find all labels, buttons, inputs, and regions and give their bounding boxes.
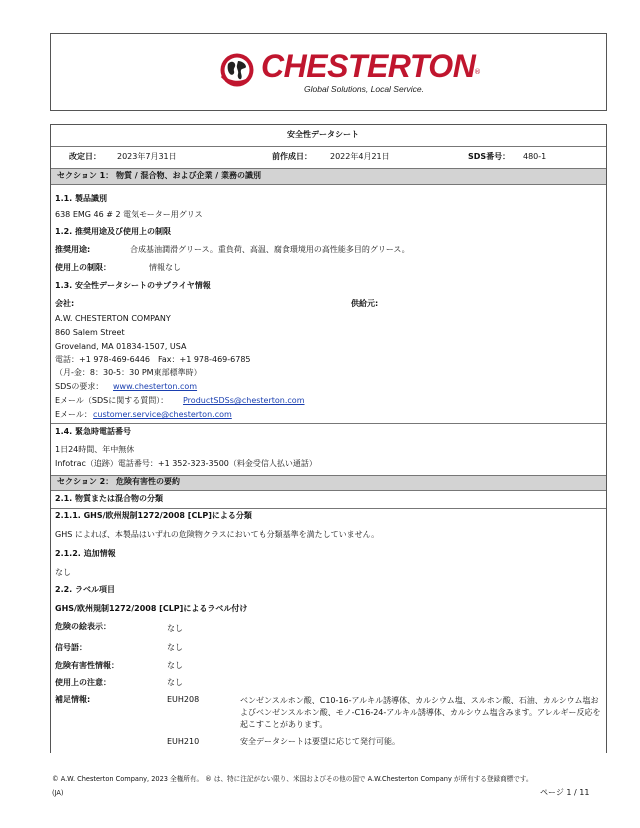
section2-1-1-title: 2.1.1. GHS/欧州規制1272/2008 [CLP]による分類 [55, 511, 252, 520]
hazard-statement-label: 危険有害性情報： [55, 661, 119, 670]
emergency-phone: Infotrac（追跡）電話番号：+1 352-323-3500（料金受信人払い通話） [55, 459, 317, 468]
section2-2-title: 2.2. ラベル項目 [55, 585, 115, 594]
product-identifier: 638 EMG 46 # 2 電気モーター用グリス [55, 210, 203, 219]
address-line: A.W. CHESTERTON COMPANY [55, 314, 171, 323]
supplier-label: 供給元: [351, 299, 379, 308]
trademark-mark: ® [474, 68, 481, 76]
globe-logo-icon [219, 52, 255, 88]
section1-1-title: 1.1. 製品識別 [55, 194, 107, 203]
address-line: 860 Salem Street [55, 328, 125, 337]
customer-email-link[interactable]: customer.service@chesterton.com [93, 410, 232, 419]
previous-date-value: 2022年4月21日 [330, 152, 390, 161]
hours-line: （月-金：8：30-5：30 PM東部標準時） [55, 368, 202, 377]
supplementary-code: EUH210 [167, 737, 200, 746]
sds-document [50, 124, 607, 753]
sds-email-link[interactable]: ProductSDSs@chesterton.com [183, 396, 305, 405]
precaution-value: なし [167, 678, 183, 687]
use-restriction-value: 情報なし [149, 263, 181, 272]
supplementary-code: EUH208 [167, 695, 200, 704]
ghs-classification: GHS によれば、本製品はいずれの危険物クラスにおいても分類基準を満たしていません。 [55, 530, 380, 539]
section1-2-title: 1.2. 推奨用途及び使用上の制限 [55, 227, 171, 236]
sds-number-value: 480-1 [523, 152, 547, 161]
pictogram-label: 危険の絵表示： [55, 622, 111, 631]
supplementary-label: 補足情報: [55, 695, 91, 704]
use-restriction-label: 使用上の制限： [55, 263, 111, 272]
section1-header: セクション 1： 物質 / 混合物、および企業 / 業務の識別 [57, 171, 261, 180]
page-number: ページ 1 / 11 [540, 788, 590, 797]
labelling-title: GHS/欧州規制1272/2008 [CLP]によるラベル付け [55, 604, 248, 613]
customer-email-label: Eメール： [55, 410, 92, 419]
brand-name: CHESTERTON [261, 48, 476, 84]
document-title: 安全性データシート [287, 130, 359, 139]
section1-3-title: 1.3. 安全性データシートのサプライヤ情報 [55, 281, 211, 290]
section2-1-2-title: 2.1.2. 追加情報 [55, 549, 116, 558]
copyright-notice: © A.W. Chesterton Company, 2023 全権所有。 ® は、特に注記がない限り、米国およびその他の国で A.W.Chesterton Company が所有する登録商標です。 [52, 775, 533, 783]
recommended-use-value: 合成基油潤滑グリース。重負荷、高温、腐食環境用の高性能多目的グリース。 [130, 245, 410, 254]
additional-info-value: なし [55, 568, 71, 577]
supplementary-text: 安全データシートは要望に応じて発行可能。 [240, 737, 400, 746]
pictogram-value: なし [167, 624, 183, 633]
signal-word-value: なし [167, 643, 183, 652]
logo-header [50, 33, 607, 111]
revised-date-value: 2023年7月31日 [117, 152, 177, 161]
phone-fax-line: 電話：+1 978-469-6446 Fax：+1 978-469-6785 [55, 355, 251, 364]
sds-number-label: SDS番号： [468, 152, 511, 161]
recommended-use-label: 推奨用途: [55, 245, 91, 254]
sds-email-label: Eメール（SDSに関する質問）： [55, 396, 169, 405]
signal-word-label: 信号語： [55, 643, 87, 652]
emergency-hours: 1日24時間、年中無休 [55, 445, 135, 454]
precaution-label: 使用上の注意： [55, 678, 111, 687]
revised-date-label: 改定日： [69, 152, 101, 161]
supplementary-text: ベンゼンスルホン酸、C10-16-アルキル誘導体、カルシウム塩、スルホン酸、石油、カルシウム塩およびベンゼンスルホン酸、モノ-C16-24-アルキル誘導体、カルシウム塩含みます。アレルギー反応を起こすことがあります。 [240, 696, 601, 729]
address-line: Groveland, MA 01834-1507, USA [55, 342, 187, 351]
website-link[interactable]: www.chesterton.com [113, 382, 198, 391]
section1-4-title: 1.4. 緊急時電話番号 [55, 427, 131, 436]
section2-1-title: 2.1. 物質または混合物の分類 [55, 494, 163, 503]
previous-date-label: 前作成日： [272, 152, 312, 161]
company-label: 会社: [55, 299, 75, 308]
section2-header: セクション 2： 危険有害性の要約 [57, 477, 180, 486]
sds-request-label: SDSの要求： [55, 382, 104, 391]
hazard-statement-value: なし [167, 661, 183, 670]
language-code: (JA) [52, 789, 64, 797]
brand-tagline: Global Solutions, Local Service. [304, 84, 425, 94]
